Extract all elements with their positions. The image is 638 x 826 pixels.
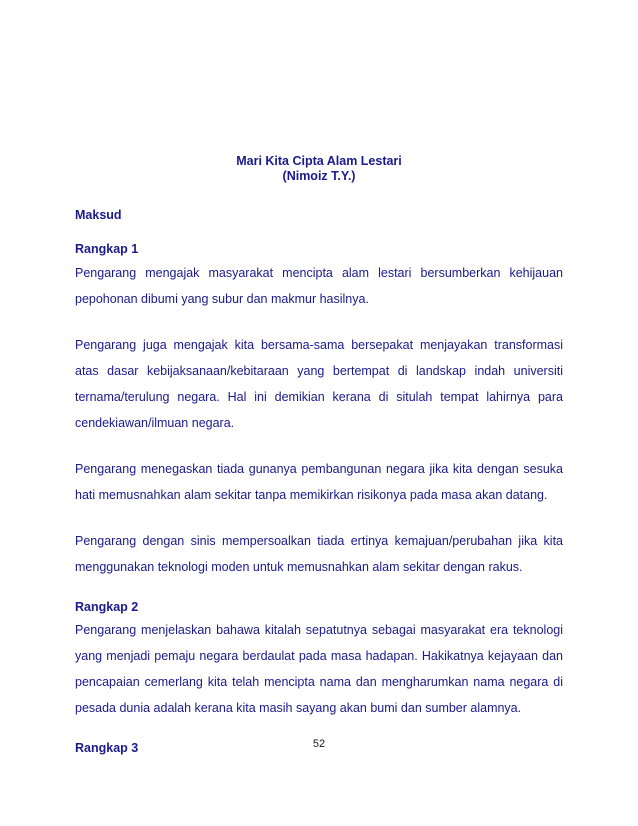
paragraph: Pengarang menjelaskan bahawa kitalah sepatutnya sebagai masyarakat era teknologi yang menjadi pemaju negara berdaulat pada masa hadapan. Hakikatnya kejayaan dan pencapaian cemerlang kita telah mencipta nama dan mengharumkan nama negara di pesada dunia adalah kerana kita masih sayang akan bumi dan sumber alamnya. bbox=[75, 623, 563, 715]
paragraph: Pengarang dengan sinis mempersoalkan tiada ertinya kemajuan/perubahan jika kita menggunakan teknologi moden untuk memusnahkan alam sekitar dengan rakus. bbox=[75, 534, 563, 574]
author-line: (Nimoiz T.Y.) bbox=[282, 169, 356, 183]
heading-maksud: Maksud bbox=[75, 208, 122, 222]
heading-rangkap-2: Rangkap 2 bbox=[75, 600, 139, 614]
document-body bbox=[75, 208, 563, 756]
paragraph: Pengarang mengajak masyarakat mencipta alam lestari bersumberkan kehijauan pepohonan dibumi yang subur dan makmur hasilnya. bbox=[75, 266, 563, 306]
paragraph: Pengarang juga mengajak kita bersama-sama bersepakat menjayakan transformasi atas dasar kebijaksanaan/kebitaraan yang bertempat di landskap indah universiti ternama/terulung negara. Hal ini demikian kerana di situlah tempat lahirnya para cendekiawan/ilmuan negara. bbox=[75, 338, 563, 430]
heading-rangkap-3: Rangkap 3 bbox=[75, 741, 139, 755]
paragraph: Pengarang menegaskan tiada gunanya pembangunan negara jika kita dengan sesuka hati memusnahkan alam sekitar tanpa memikirkan risikonya pada masa akan datang. bbox=[75, 462, 563, 502]
document-title bbox=[0, 154, 638, 184]
title-line: Mari Kita Cipta Alam Lestari bbox=[236, 154, 402, 168]
heading-rangkap-1: Rangkap 1 bbox=[75, 242, 139, 256]
page-number: 52 bbox=[312, 738, 326, 750]
